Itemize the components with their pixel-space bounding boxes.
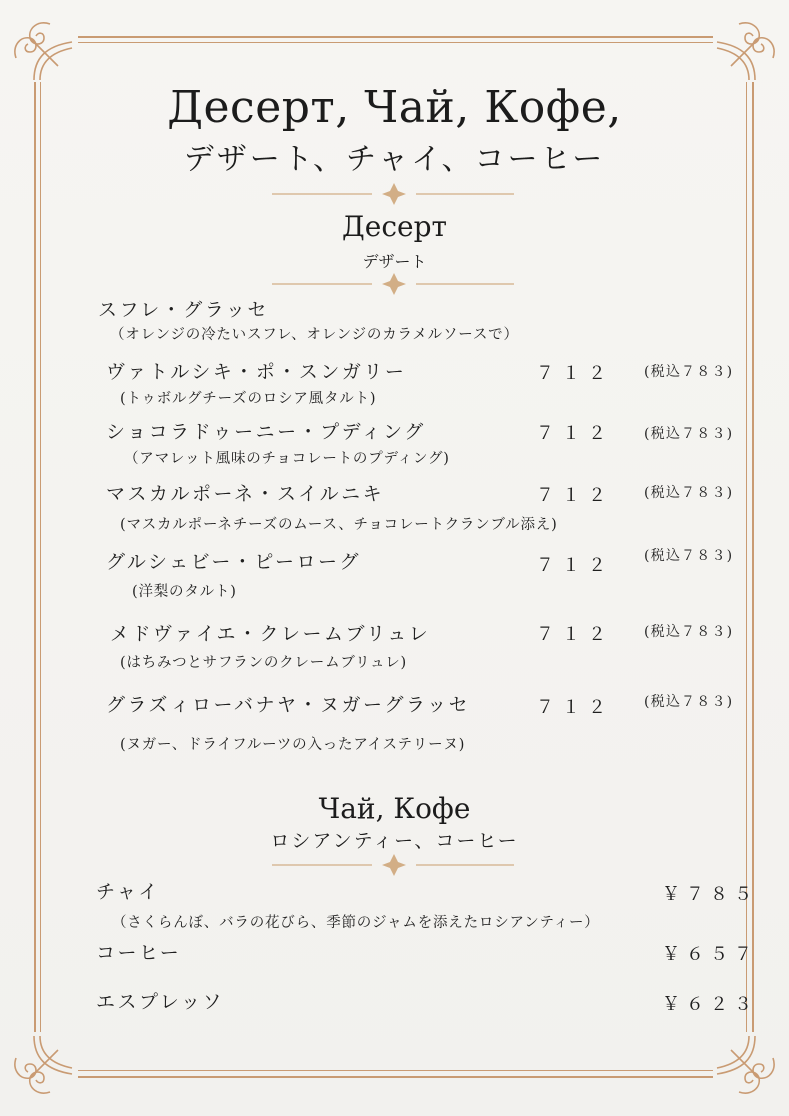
dessert-item-price: ７１２	[536, 423, 614, 444]
dessert-item-tax-price: (税込７８３)	[644, 548, 734, 564]
dessert-item-name: マスカルポーネ・スイルニキ	[106, 483, 385, 505]
dessert-item-description: (ヌガー、ドライフルーツの入ったアイステリーヌ)	[120, 737, 466, 753]
dessert-item-price: ７１２	[536, 624, 614, 645]
drinks-section-title-japanese: ロシアンティー、コーヒー	[270, 830, 519, 852]
drink-item-price: ￥６５７	[662, 944, 758, 965]
dessert-item-tax-price: (税込７８３)	[644, 426, 734, 442]
page-title-japanese: デザート、チャイ、コーヒー	[183, 142, 606, 177]
frame-top-outer	[78, 36, 713, 38]
drink-item-name: エスプレッソ	[96, 991, 225, 1013]
divider-ornament-icon	[0, 183, 789, 205]
corner-ornament-top-left-icon	[10, 18, 78, 86]
dessert-item-tax-price: (税込７８３)	[644, 364, 734, 380]
drink-item-name: チャイ	[96, 881, 160, 903]
dessert-item-name: ヴァトルシキ・ポ・スンガリー	[106, 361, 407, 383]
frame-bottom-inner	[78, 1070, 713, 1071]
divider-ornament-icon	[0, 273, 789, 295]
corner-ornament-bottom-left-icon	[10, 1030, 78, 1098]
dessert-item-name: グルシェビー・ピーローグ	[106, 551, 362, 573]
dessert-item-name: ショコラドゥーニー・プディング	[106, 421, 426, 443]
dessert-item-tax-price: (税込７８３)	[644, 485, 734, 501]
drink-item-name: コーヒー	[96, 942, 182, 964]
dessert-item-description: (トゥボルグチーズのロシア風タルト)	[120, 391, 377, 407]
dessert-intro-name: スフレ・グラッセ	[98, 299, 269, 321]
dessert-item-name: メドヴァイエ・クレームブリュレ	[110, 623, 431, 645]
dessert-item-description: (はちみつとサフランのクレームブリュレ)	[120, 655, 408, 671]
dessert-item-description: (洋梨のタルト)	[132, 584, 237, 600]
drink-item-description: （さくらんぼ、バラの花びら、季節のジャムを添えたロシアンティー）	[112, 915, 600, 931]
dessert-section-title-japanese: デザート	[362, 252, 427, 271]
dessert-item-description: （アマレット風味のチョコレートのプディング)	[124, 451, 450, 467]
dessert-item-tax-price: (税込７８３)	[644, 694, 734, 710]
corner-ornament-top-right-icon	[711, 18, 779, 86]
dessert-section-title-russian: Десерт	[342, 210, 447, 243]
dessert-item-price: ７１２	[536, 485, 614, 506]
drink-item-price: ￥７８５	[662, 884, 758, 905]
frame-bottom-outer	[78, 1076, 713, 1078]
dessert-intro-description: （オレンジの冷たいスフレ、オレンジのカラメルソースで）	[110, 327, 519, 343]
dessert-item-description: (マスカルポーネチーズのムース、チョコレートクランブル添え)	[120, 517, 558, 533]
drinks-section-title-russian: Чай, Кофе	[318, 792, 471, 825]
dessert-item-price: ７１２	[536, 555, 614, 576]
divider-ornament-icon	[0, 854, 789, 876]
frame-top-inner	[78, 42, 713, 43]
page-title-russian: Десерт, Чай, Кофе,	[167, 82, 622, 133]
dessert-item-name: グラズィローバナヤ・ヌガーグラッセ	[106, 694, 471, 716]
dessert-item-price: ７１２	[536, 363, 614, 384]
dessert-item-price: ７１２	[536, 697, 614, 718]
corner-ornament-bottom-right-icon	[711, 1030, 779, 1098]
drink-item-price: ￥６２３	[662, 994, 758, 1015]
dessert-item-tax-price: (税込７８３)	[644, 624, 734, 640]
